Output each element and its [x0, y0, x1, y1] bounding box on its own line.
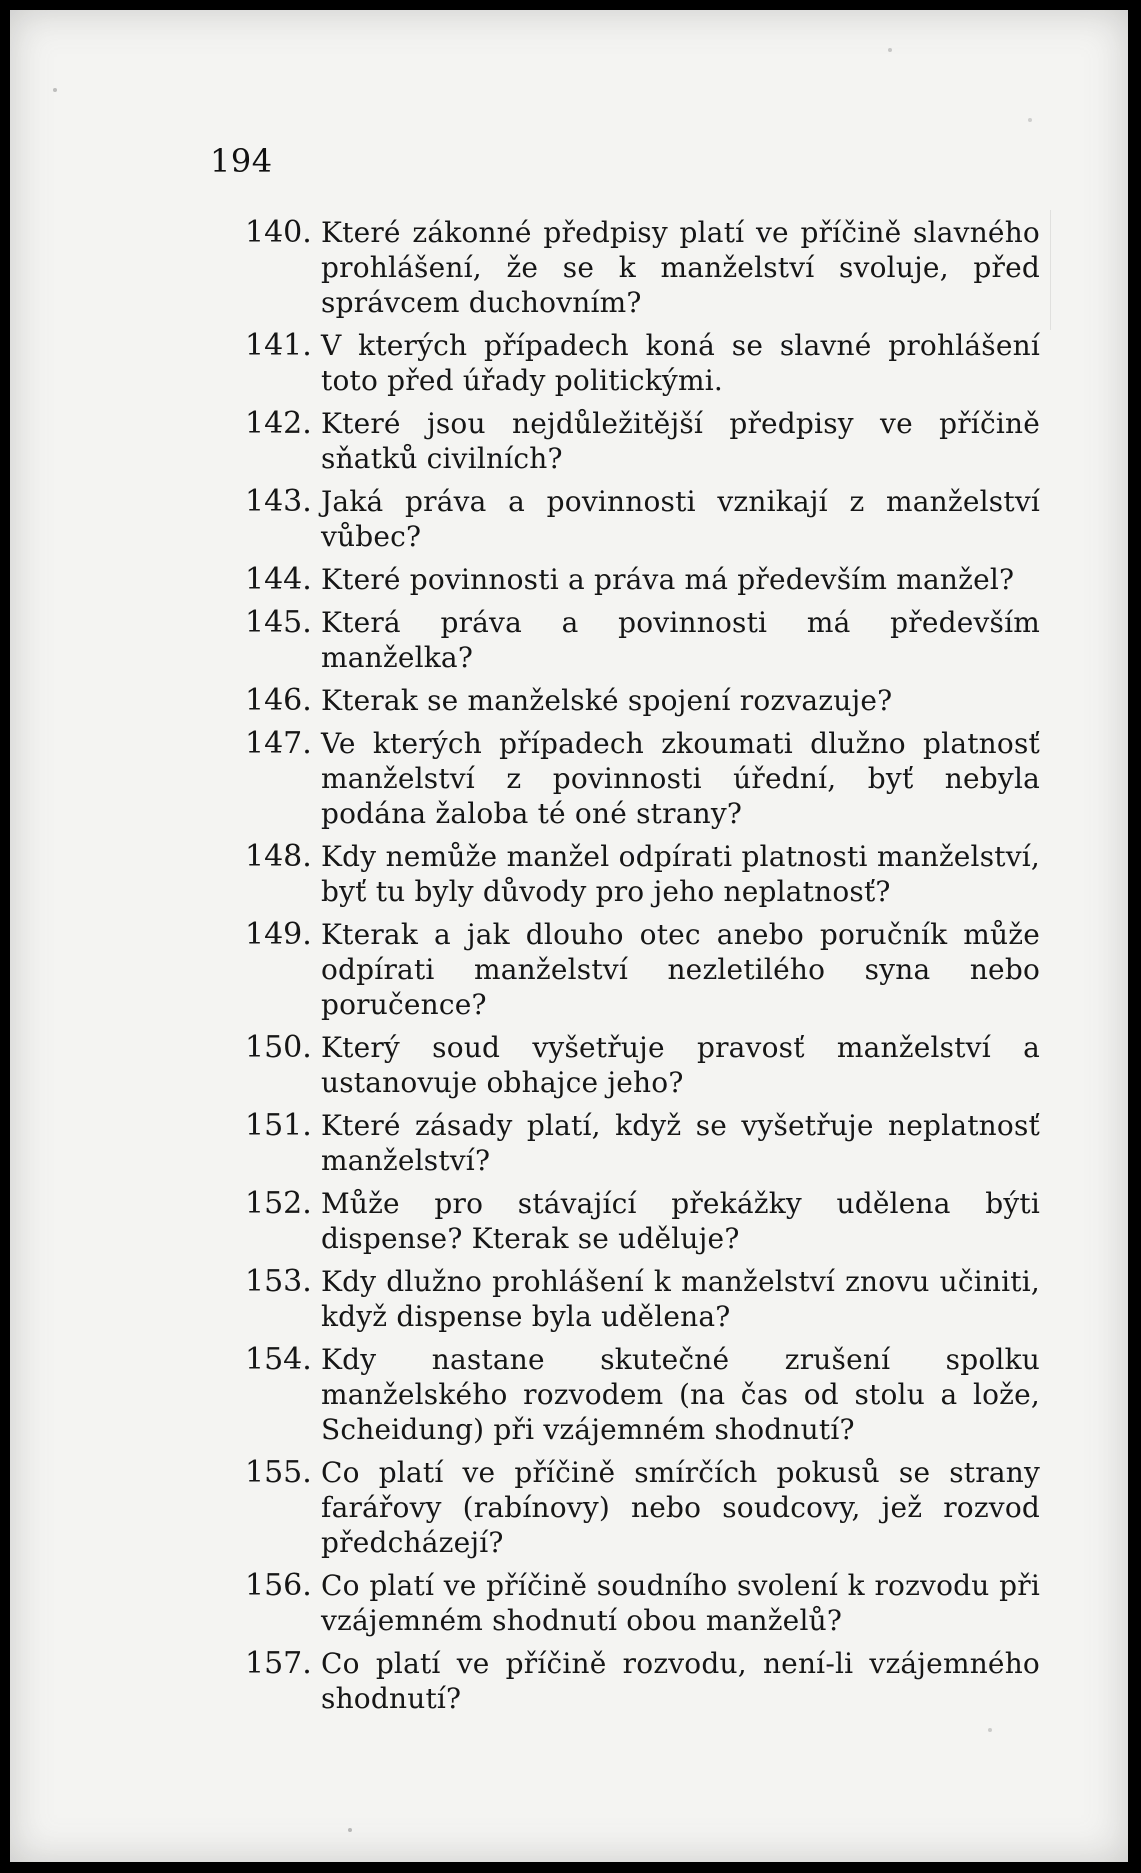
question-number: 140. [245, 215, 312, 250]
question-text: Kterak se manželské spojení rozvazuje? [321, 684, 893, 717]
question-number: 149. [245, 917, 312, 952]
question-item [245, 917, 1040, 1022]
question-text: Co platí ve příčině rozvodu, není-li vzájemného shodnutí? [321, 1647, 1040, 1715]
question-text: Kdy nastane skutečné zrušení spolku manželského rozvodem (na čas od stolu a lože, Scheidung) při vzájemném shodnutí? [321, 1343, 1040, 1446]
question-item [245, 1030, 1040, 1100]
question-text: Které jsou nejdůležitější předpisy ve příčině sňatků civilních? [321, 407, 1040, 475]
question-text: Může pro stávající překážky udělena býti dispense? Kterak se uděluje? [321, 1187, 1040, 1255]
question-item [245, 1108, 1040, 1178]
question-item [245, 1568, 1040, 1638]
question-number: 144. [245, 562, 312, 597]
question-item [245, 1455, 1040, 1560]
question-number: 142. [245, 406, 312, 441]
question-number: 155. [245, 1455, 312, 1490]
question-item [245, 1342, 1040, 1447]
question-item [245, 605, 1040, 675]
question-number: 156. [245, 1568, 312, 1603]
question-list [245, 215, 1040, 1724]
question-text: V kterých případech koná se slavné prohlášení toto před úřady politickými. [321, 329, 1040, 397]
book-page [10, 10, 1128, 1862]
question-number: 147. [245, 726, 312, 761]
question-text: Která práva a povinnosti má především manželka? [321, 606, 1040, 674]
question-text: Co platí ve příčině smírčích pokusů se strany farářovy (rabínovy) nebo soudcovy, jež rozvod předcházejí? [321, 1456, 1040, 1559]
question-number: 157. [245, 1646, 312, 1681]
question-item [245, 683, 1040, 718]
question-number: 151. [245, 1108, 312, 1143]
page-number: 194 [210, 142, 273, 180]
question-text: Kterak a jak dlouho otec anebo poručník může odpírati manželství nezletilého syna nebo poručence? [321, 918, 1040, 1021]
question-text: Které povinnosti a práva má především manžel? [321, 563, 1015, 596]
question-number: 141. [245, 328, 312, 363]
question-text: Které zákonné předpisy platí ve příčině slavného prohlášení, že se k manželství svoluje, před správcem duchovním? [321, 216, 1040, 319]
question-number: 152. [245, 1186, 312, 1221]
question-text: Které zásady platí, když se vyšetřuje neplatnosť manželství? [321, 1109, 1040, 1177]
question-item [245, 484, 1040, 554]
question-item [245, 1264, 1040, 1334]
question-number: 143. [245, 484, 312, 519]
question-number: 145. [245, 605, 312, 640]
question-text: Ve kterých případech zkoumati dlužno platnosť manželství z povinnosti úřední, byť nebyla podána žaloba té oné strany? [321, 727, 1040, 830]
question-item [245, 839, 1040, 909]
question-item [245, 1646, 1040, 1716]
question-text: Který soud vyšetřuje pravosť manželství a ustanovuje obhajce jeho? [321, 1031, 1040, 1099]
question-item [245, 1186, 1040, 1256]
question-item [245, 215, 1040, 320]
question-text: Co platí ve příčině soudního svolení k rozvodu při vzájemném shodnutí obou manželů? [321, 1569, 1040, 1637]
question-item [245, 406, 1040, 476]
question-number: 150. [245, 1030, 312, 1065]
question-text: Jaká práva a povinnosti vznikají z manželství vůbec? [321, 485, 1040, 553]
question-item [245, 562, 1040, 597]
question-number: 153. [245, 1264, 312, 1299]
question-number: 154. [245, 1342, 312, 1377]
question-item [245, 328, 1040, 398]
question-item [245, 726, 1040, 831]
question-text: Kdy nemůže manžel odpírati platnosti manželství, byť tu byly důvody pro jeho neplatnosť? [321, 840, 1040, 908]
question-text: Kdy dlužno prohlášení k manželství znovu učiniti, když dispense byla udělena? [321, 1265, 1040, 1333]
question-number: 146. [245, 683, 312, 718]
question-number: 148. [245, 839, 312, 874]
